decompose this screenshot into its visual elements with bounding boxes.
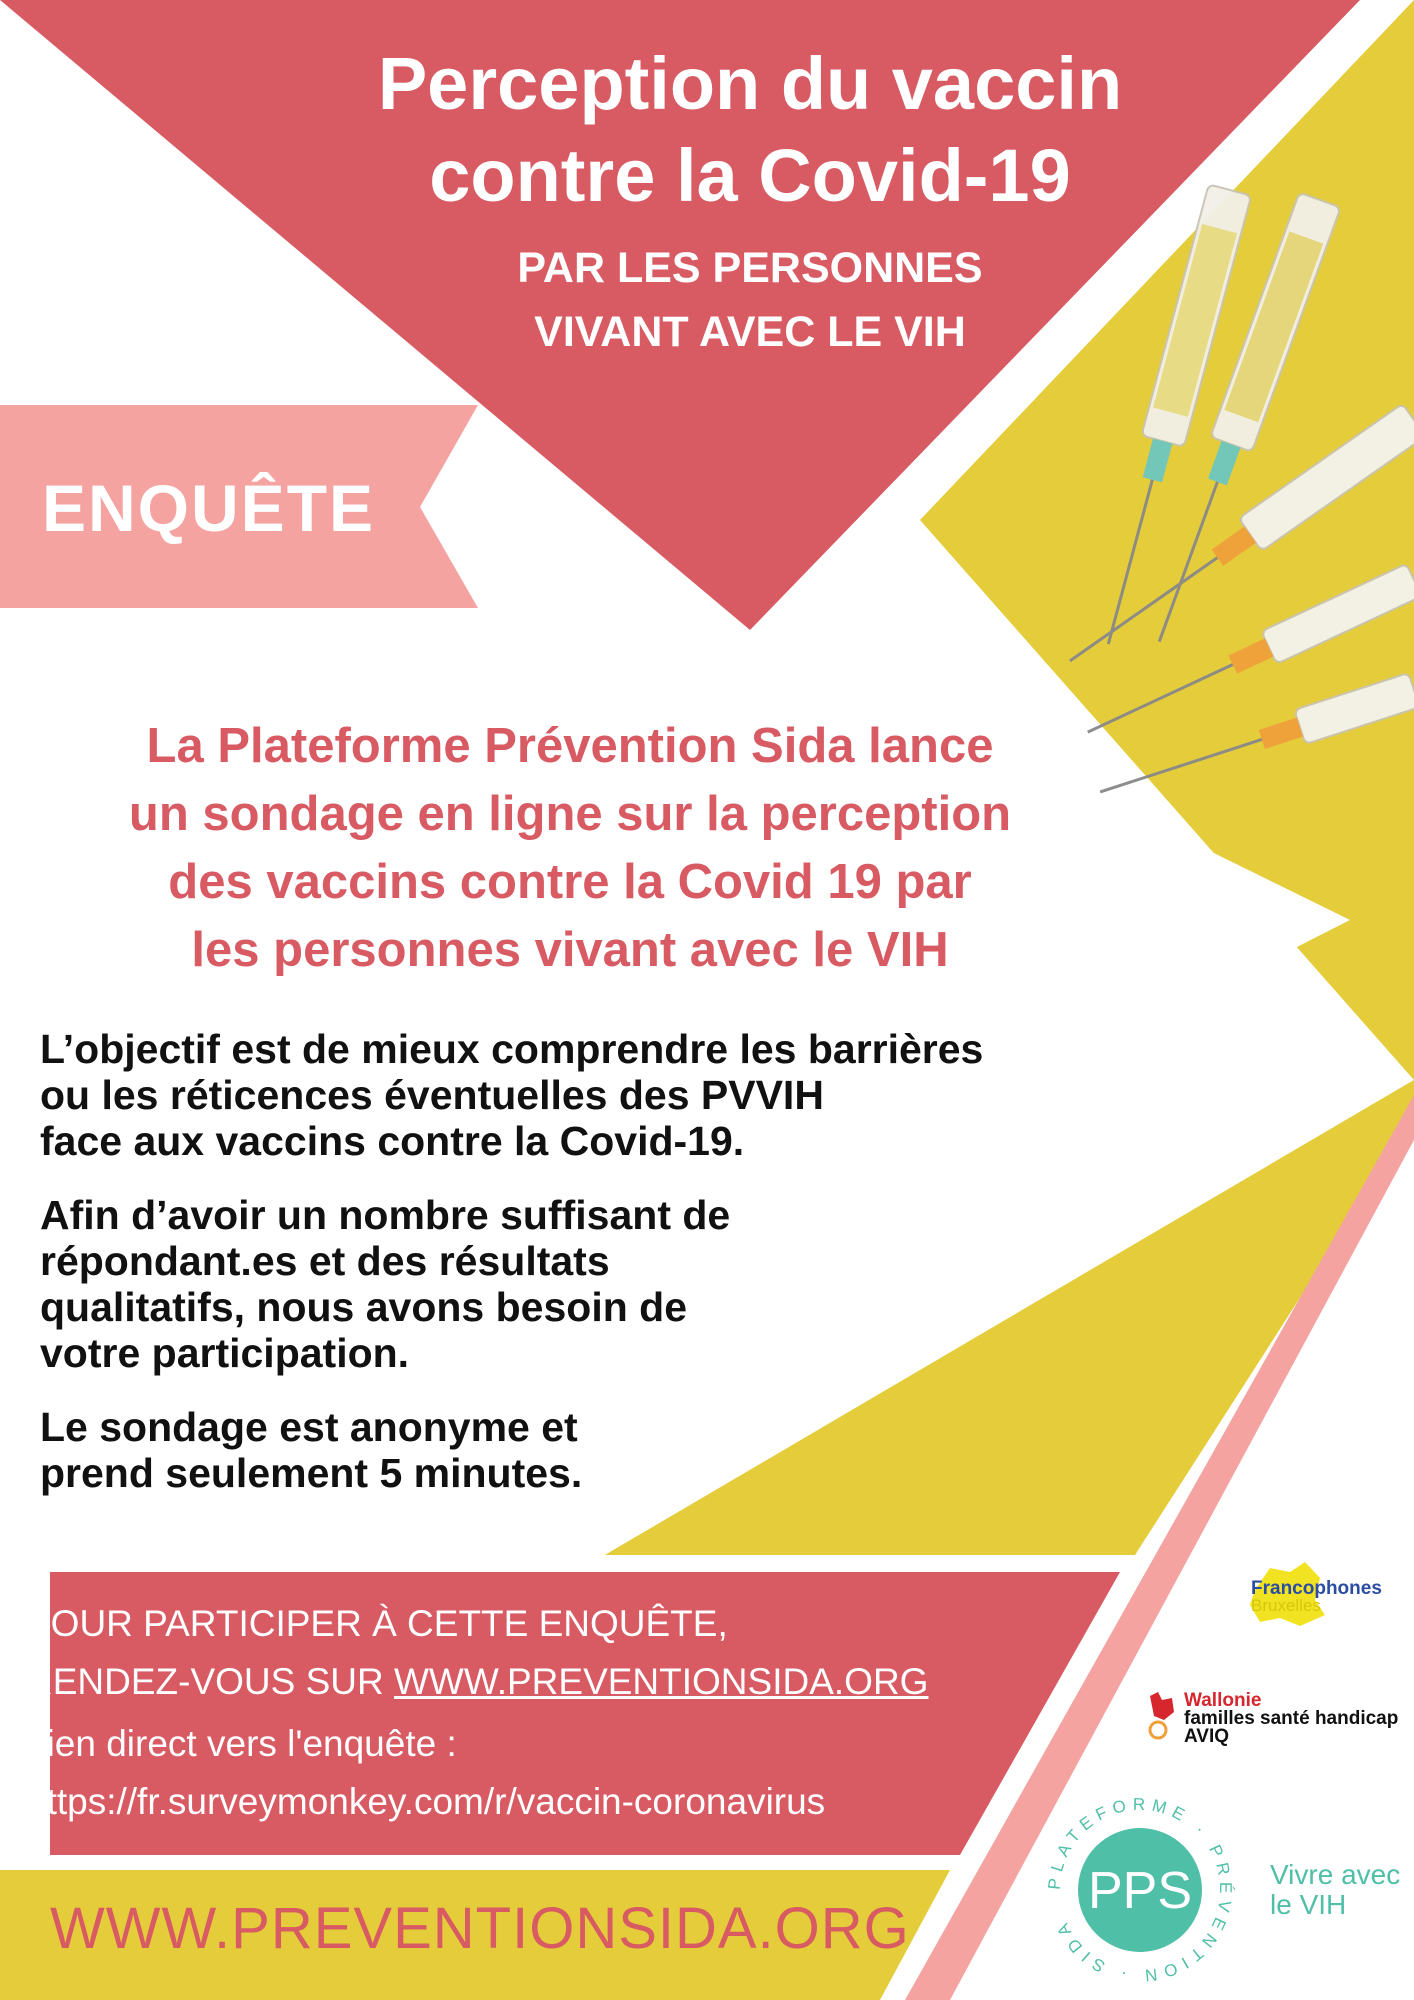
tagline-line: le VIH [1270,1889,1347,1920]
cta-line: POUR PARTICIPER À CETTE ENQUÊTE, [26,1603,728,1644]
francophones-sub: Bruxelles [1251,1596,1321,1615]
francophones-name: Francophones [1251,1578,1382,1599]
subtitle-line: PAR LES PERSONNES [517,244,983,292]
aviq-name: AVIQ [1184,1726,1230,1747]
cta-text [26,1595,928,1831]
footer-url[interactable]: WWW.PREVENTIONSIDA.ORG [50,1896,910,1961]
subtitle-line: VIVANT AVEC LE VIH [534,308,966,356]
paragraph-line: votre participation. [40,1330,410,1376]
survey-link[interactable]: https://fr.surveymonkey.com/r/vaccin-coronavirus [26,1781,826,1822]
lead-line: les personnes vivant avec le VIH [191,923,949,977]
enquete-label: ENQUÊTE [42,471,376,545]
paragraph-line: prend seulement 5 minutes. [40,1450,583,1496]
paragraph-anonymous [40,1404,582,1496]
pps-mark: PPS [1087,1862,1193,1920]
website-link[interactable]: WWW.PREVENTIONSIDA.ORG [393,1661,929,1702]
tagline-line: Vivre avec [1270,1859,1401,1890]
paragraph-line: répondant.es et des résultats [40,1238,610,1284]
pps-ring-textpath: PLATEFORME · PRÉVENTION · SIDA [1044,1794,1236,1986]
pps-logo [1040,1790,1240,1990]
lead-text [20,712,1120,984]
poster-subtitle [430,236,1070,364]
cta-prefix: RENDEZ-VOUS SUR [26,1661,394,1702]
paragraph-line: Afin d’avoir un nombre suffisant de [40,1192,731,1238]
rooster-icon [1144,1690,1180,1742]
wallonie-name: Wallonie [1184,1690,1262,1711]
lead-line: La Plateforme Prévention Sida lance [146,719,994,773]
title-line: Perception du vaccin [377,42,1123,125]
wallonie-sub: familles santé handicap [1184,1708,1399,1729]
paragraph-line: ou les réticences éventuelles des PVVIH [40,1072,824,1118]
cta-line: Lien direct vers l'enquête : [26,1723,457,1764]
paragraph-line: face aux vaccins contre la Covid-19. [40,1118,745,1164]
lead-line: des vaccins contre la Covid 19 par [168,855,972,909]
cta-line [26,1653,928,1711]
paragraph-line: Le sondage est anonyme et [40,1404,578,1450]
poster-title [230,38,1270,222]
paragraph-objective [40,1026,983,1164]
paragraph-line: qualitatifs, nous avons besoin de [40,1284,687,1330]
pps-tagline [1270,1860,1400,1920]
title-line: contre la Covid-19 [429,134,1071,217]
paragraph-participation [40,1192,730,1376]
paragraph-line: L’objectif est de mieux comprendre les barrières [40,1026,984,1072]
francophones-bruxelles-logo [1245,1560,1395,1635]
lead-line: un sondage en ligne sur la perception [128,787,1012,841]
